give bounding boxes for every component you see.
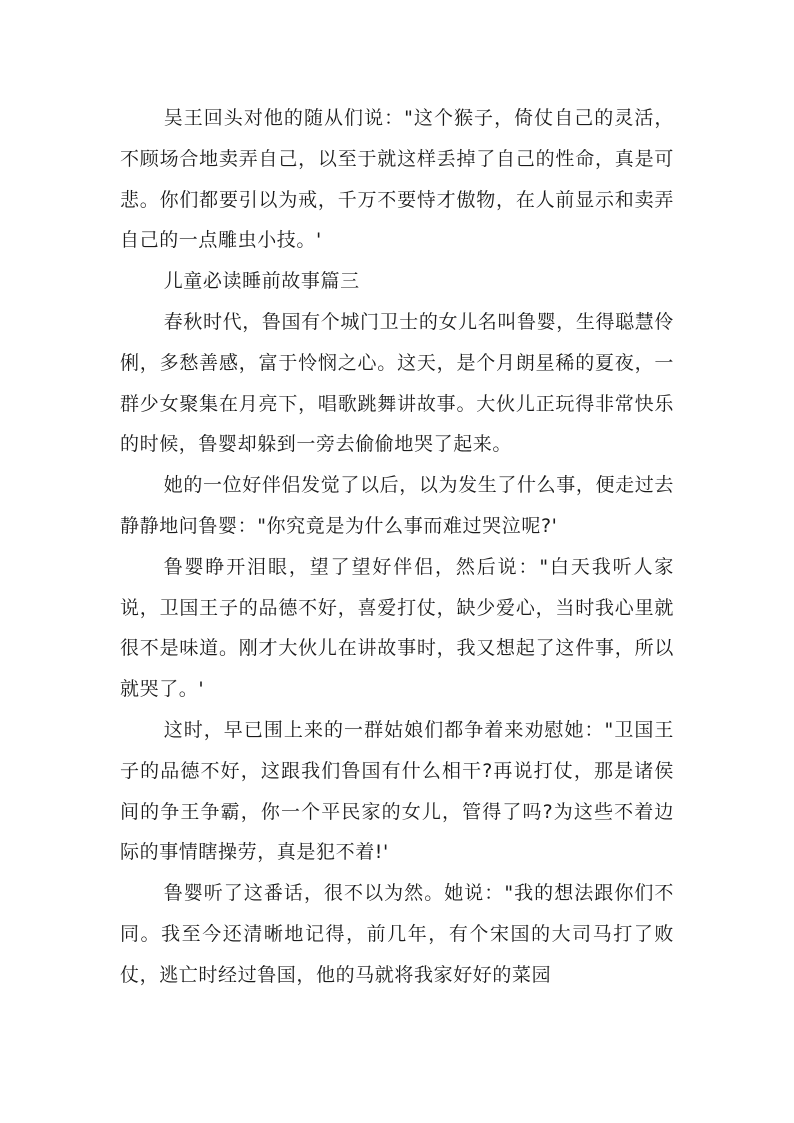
- section-heading: 儿童必读睡前故事篇三: [163, 270, 360, 293]
- paragraph-lu-ying-disagrees: 鲁婴听了这番话，很不以为然。她说："我的想法跟你们不同。我至今还清晰地记得，前几年，有个宋国的大司马打了败仗，逃亡时经过鲁国，他的马就将我家好好的菜园: [120, 882, 674, 986]
- paragraph-wu-king-speech: 吴王回头对他的随从们说："这个猴子，倚仗自己的灵活，不顾场合地卖弄自己，以至于就这样丢掉了自己的性命，真是可悲。你们都要引以为戒，千万不要恃才傲物，在人前显示和卖弄自己的一点雕虫小技。': [120, 107, 674, 252]
- paragraph-lu-ying-reply: 鲁婴睁开泪眼，望了望好伴侣，然后说："白天我听人家说，卫国王子的品德不好，喜爱打仗，缺少爱心，当时我心里就很不是味道。刚才大伙儿在讲故事时，我又想起了这件事，所以就哭了。': [120, 555, 674, 701]
- paragraph-girls-console: 这时，早已围上来的一群姑娘们都争着来劝慰她："卫国王子的品德不好，这跟我们鲁国有什么相干?再说打仗，那是诸侯间的争王争霸，你一个平民家的女儿，管得了吗?为这些不着边际的事情瞎操劳，真是犯不着!': [120, 718, 674, 864]
- paragraph-friend-asks: 她的一位好伴侣发觉了以后，以为发生了什么事，便走过去静静地问鲁婴："你究竟是为什么事而难过哭泣呢?': [120, 474, 674, 537]
- paragraph-lu-ying-intro: 春秋时代，鲁国有个城门卫士的女儿名叫鲁婴，生得聪慧伶俐，多愁善感，富于怜悯之心。这天，是个月朗星稀的夏夜，一群少女聚集在月亮下，唱歌跳舞讲故事。大伙儿正玩得非常快乐的时候，鲁婴却躲到一旁去偷偷地哭了起来。: [120, 310, 674, 456]
- body-text: [120, 98, 674, 996]
